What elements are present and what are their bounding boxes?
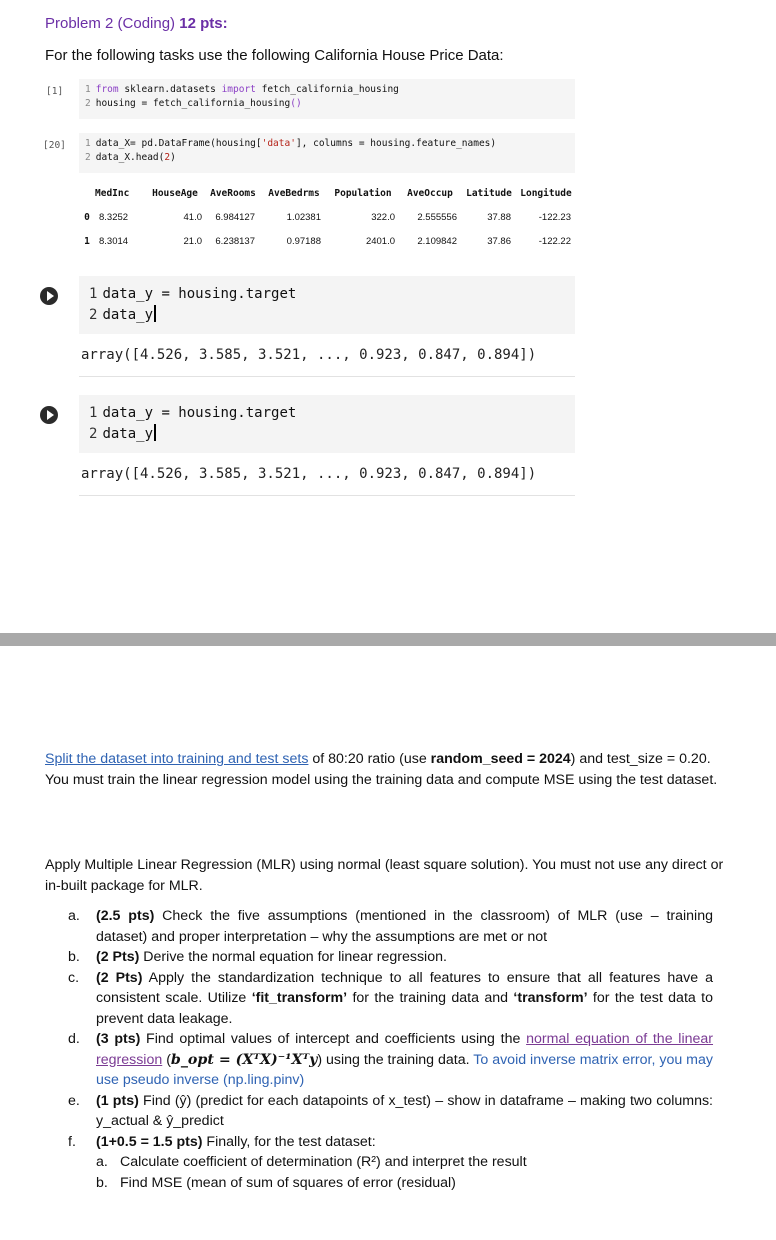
cell4-output: array([4.526, 3.585, 3.521, ..., 0.923, 0.847, 0.894]) xyxy=(81,466,537,482)
cell1-line2: 2 housing = fetch_california_housing() xyxy=(85,98,302,109)
task-list xyxy=(68,906,713,1193)
col-medinc: MedInc xyxy=(95,187,130,199)
cell3-output: array([4.526, 3.585, 3.521, ..., 0.923, 0.847, 0.894]) xyxy=(81,347,537,363)
normal-equation-link[interactable]: normal equation of the linear regression xyxy=(96,1031,714,1068)
cell2-line1: 1 data_X= pd.DataFrame(housing['data'], columns = housing.feature_names) xyxy=(85,138,497,149)
list-item: b. (2 Pts) Derive the normal equation for linear regression. xyxy=(68,949,447,965)
intro-text: For the following tasks use the following California House Price Data: xyxy=(45,47,504,64)
sub-task-list xyxy=(96,1152,713,1193)
col-averooms: AveRooms xyxy=(210,187,256,199)
cell3-code xyxy=(79,276,575,334)
cell4-code xyxy=(79,395,575,453)
list-item: a. Calculate coefficient of determination (R²) and interpret the result xyxy=(96,1154,527,1170)
col-index xyxy=(79,181,95,205)
table-row: 1 8.3014 21.0 6.238137 0.97188 2401.0 2.109842 37.86 -122.22 xyxy=(84,235,571,247)
text-cursor xyxy=(154,305,156,322)
cell2-number: [20] xyxy=(43,140,66,151)
list-item: e. (1 pts) Find (ŷ) (predict for each datapoints of x_test) – show in dataframe – making two columns: y_actual & ŷ_predict xyxy=(68,1092,713,1129)
list-item: f. (1+0.5 = 1.5 pts) Finally, for the test dataset: a. Calculate coefficient of determination (R²) and interpret the result b. Find MSE (mean of sum of squares of error (residual) xyxy=(68,1132,713,1194)
col-avebedrms: AveBedrms xyxy=(268,187,320,199)
dataframe-output xyxy=(79,181,575,253)
mlr-instructions: Apply Multiple Linear Regression (MLR) using normal (least square solution). You must not use any direct or in-built package for MLR. xyxy=(45,857,724,894)
normal-equation-formula: b_opt = (XᵀX)⁻¹Xᵀy xyxy=(170,1051,318,1068)
col-longitude: Longitude xyxy=(520,187,572,199)
list-item: a. (2.5 pts) Check the five assumptions (mentioned in the classroom) of MLR (use – training dataset) and proper interpretation – why the assumptions are met or not xyxy=(68,908,713,945)
cell1-line1: 1 from sklearn.datasets import fetch_california_housing xyxy=(85,84,399,95)
pinv-hint: To avoid inverse matrix error, you may use pseudo inverse (np.ling.pinv) xyxy=(96,1051,713,1088)
dataframe-header-row xyxy=(79,181,575,205)
list-item: d. (3 pts) Find optimal values of intercept and coefficients using the normal equation of the linear regression (b_opt = (XᵀX)⁻¹Xᵀy) using the training data. To avoid inverse matrix error, you may use pseudo inverse (np.ling.pinv) xyxy=(68,1031,714,1088)
cell4-line2: 2 data_y xyxy=(89,424,565,445)
col-aveoccup: AveOccup xyxy=(407,187,453,199)
split-link[interactable]: Split the dataset into training and test sets xyxy=(45,751,309,767)
run-cell-button[interactable] xyxy=(40,287,58,305)
cell1-number: [1] xyxy=(46,86,64,97)
cell2-line2: 2 data_X.head(2) xyxy=(85,152,176,163)
problem-label: Problem 2 (Coding) xyxy=(45,15,176,32)
table-row: 0 8.3252 41.0 6.984127 1.02381 322.0 2.555556 37.88 -122.23 xyxy=(84,211,571,223)
cell2-code xyxy=(79,133,575,173)
list-item: c. (2 Pts) Apply the standardization technique to all features to ensure that all features have a consistent scale. Utilize ‘fit_transform’ for the training data and ‘transform’ for the test data to prevent data leakage. xyxy=(68,969,714,1027)
cell3-line1: 1 data_y = housing.target xyxy=(89,286,297,302)
cell1-code xyxy=(79,79,575,119)
split-instructions: Split the dataset into training and test sets of 80:20 ratio (use random_seed = 2024) and test_size = 0.20. You must train the linear regression model using the training data and compute MSE using the test dataset. xyxy=(45,751,718,788)
run-cell-button[interactable] xyxy=(40,406,58,424)
cell4-output-area xyxy=(79,453,575,496)
list-item: b. Find MSE (mean of sum of squares of error (residual) xyxy=(96,1174,456,1191)
cell3-line2: 2 data_y xyxy=(89,305,565,326)
col-latitude: Latitude xyxy=(466,187,512,199)
problem-points: 12 pts: xyxy=(179,15,228,32)
dataframe-table xyxy=(79,181,575,253)
cell4-line1: 1 data_y = housing.target xyxy=(89,405,297,421)
cell3-output-area xyxy=(79,334,575,377)
text-cursor xyxy=(154,424,156,441)
page-divider xyxy=(0,633,776,646)
problem-title xyxy=(45,15,228,32)
col-houseage: HouseAge xyxy=(152,187,198,199)
col-population: Population xyxy=(334,187,392,199)
